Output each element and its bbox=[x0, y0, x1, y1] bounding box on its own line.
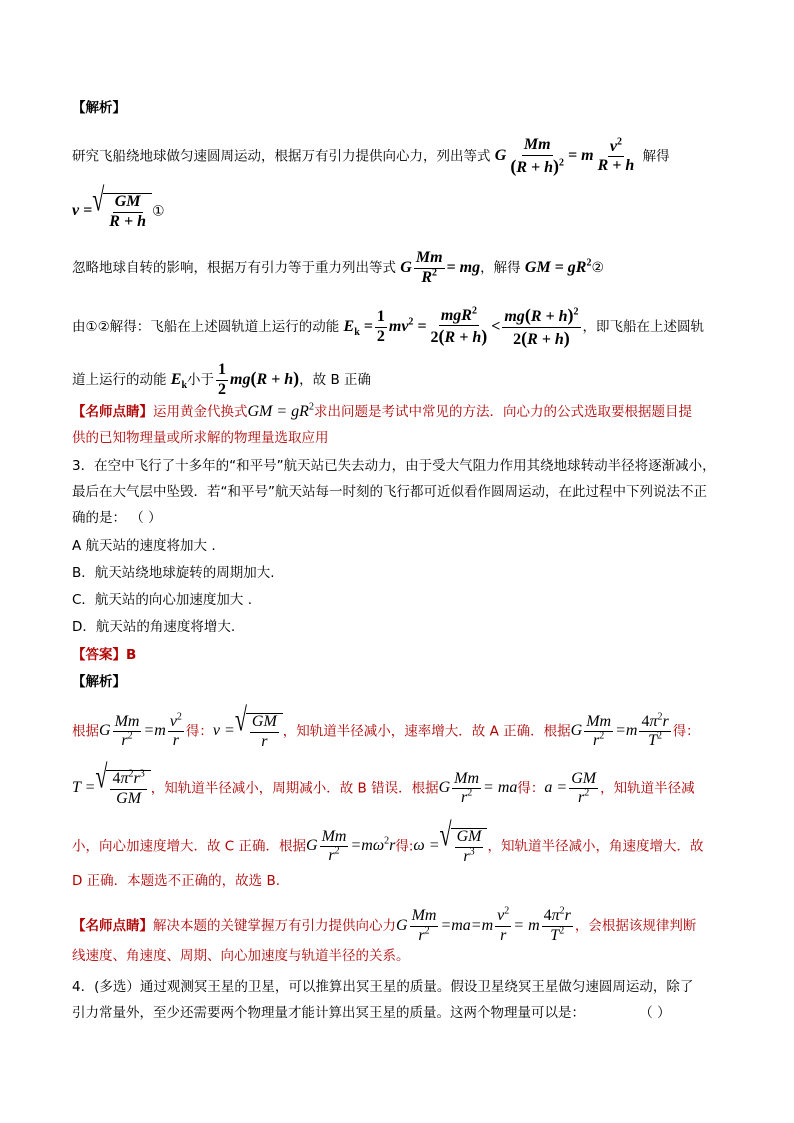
text: ，即飞船在上述圆轨 bbox=[582, 318, 704, 335]
text: 忽略地球自转的影响，根据万有引力等于重力列出等式 bbox=[72, 259, 396, 276]
equation-gravity-centripetal: G $\frac{Mm}{(R + h)^2}$ = m $\frac{v^2}{R + h}$ bbox=[494, 136, 635, 176]
tip-label: 【名师点睛】 bbox=[72, 404, 153, 420]
text: 得： bbox=[185, 723, 213, 740]
text: 解决本题的关键掌握万有引力提供向心力 bbox=[153, 917, 396, 934]
text: 引力常量外，至少还需要两个物理量才能计算出冥王星的质量。这两个物理量可以是： bbox=[72, 1005, 585, 1021]
equation-gm: GM = $gR^2$ bbox=[524, 257, 592, 276]
q3-analysis-line-3 bbox=[72, 815, 754, 866]
text: 小，向心加速度增大．故 C 正确．根据 bbox=[72, 838, 307, 855]
analysis-header: 【解析】 bbox=[72, 100, 126, 116]
answer-label: 【答案】 bbox=[72, 647, 126, 663]
q3-tip-line-1 bbox=[72, 905, 754, 945]
analysis-line-3 bbox=[72, 250, 754, 287]
q3-stem-2: 最后在大气层中坠毁．若“和平号”航天站每一时刻的飞行都可近似看作圆周运动，在此过程中下列说法不正 bbox=[72, 484, 707, 500]
q4-stem-1: 4．(多选）通过观测冥王星的卫星，可以推算出冥王星的质量。假设卫星绕冥王星做匀速圆周运动，除了 bbox=[72, 979, 694, 995]
equation-acc: G $\frac{Mm}{r^2}$ = ma bbox=[438, 769, 518, 807]
q4-stem-2 bbox=[72, 1003, 754, 1023]
answer-blank: （ ） bbox=[639, 1005, 671, 1021]
text: 由①②解得：飞船在上述圆轨道上运行的动能 bbox=[72, 318, 340, 335]
q3-analysis-line-1 bbox=[72, 700, 754, 751]
analysis-line-5 bbox=[72, 362, 754, 399]
text: ，知轨道半径减小，角速度增大．故 bbox=[487, 838, 704, 855]
answer-value: B bbox=[126, 647, 137, 663]
q3-analysis-header: 【解析】 bbox=[72, 674, 126, 690]
text: ，解得 bbox=[480, 259, 521, 276]
text: 研究飞船绕地球做匀速圆周运动，根据万有引力提供向心力，列出等式 bbox=[72, 148, 491, 165]
marker-2: ② bbox=[591, 259, 605, 276]
q3-answer bbox=[72, 645, 754, 665]
text: 运用黄金代换式 bbox=[153, 404, 248, 420]
q3-tip-line-2: 线速度、角速度、周期、向心加速度与轨道半径的关系。 bbox=[72, 948, 410, 964]
q3-analysis-line-4: D 正确．本题选不正确的，故选 B. bbox=[72, 873, 281, 889]
text: 小于 bbox=[187, 371, 215, 388]
analysis-line-1 bbox=[72, 137, 754, 177]
equation-period: G $\frac{Mm}{r^2}$ =m $\frac{4\pi^2r}{T^2}$ bbox=[570, 711, 669, 750]
text: 得： bbox=[672, 723, 700, 740]
text: ，知轨道半径减 bbox=[600, 780, 695, 797]
q3-stem-3: 确的是： （ ） bbox=[72, 510, 162, 526]
equation-half-mg: $\frac{1}{2}$ mg(R + h) bbox=[218, 361, 300, 398]
text: 求出问题是考试中常见的方法．向心力的公式选取要根据题目提 bbox=[313, 404, 692, 420]
text: 根据 bbox=[72, 723, 99, 740]
marker-1: ① bbox=[151, 203, 165, 220]
equation-omega: G $\frac{Mm}{r^2}$ $=m\omega^2r$ bbox=[306, 827, 396, 865]
text: ，知轨道半径减小，周期减小．故 B 错误．根据 bbox=[150, 780, 439, 797]
equation-gravity-weight: G $\frac{Mm}{R^2}$ = mg bbox=[400, 249, 481, 286]
text: ，会根据该规律判断 bbox=[574, 917, 697, 934]
equation-t-result: T = √ $\frac{4\pi^2r^3}{GM}$ bbox=[72, 779, 151, 796]
analysis-line-2 bbox=[72, 180, 754, 231]
text: 得： bbox=[517, 780, 545, 797]
equation-golden: GM = $gR^2$ bbox=[247, 401, 314, 420]
q3-stem-1: 3．在空中飞行了十多年的“和平号”航天站已失去动力，由于受大气阻力作用其绕地球转动半径将逐渐减小， bbox=[72, 458, 716, 474]
equation-a-result: a = $\frac{GM}{r^2}$ bbox=[544, 769, 597, 807]
q3-analysis-line-2 bbox=[72, 757, 754, 808]
q3-option-d: D．航天站的角速度将增大. bbox=[72, 619, 236, 635]
tip-line-1 bbox=[72, 402, 754, 422]
q3-option-c: C．航天站的向心加速度加大 . bbox=[72, 592, 253, 608]
text: ，知轨道半径减小，速率增大．故 A 正确．根据 bbox=[282, 723, 571, 740]
equation-kinetic-energy: $E_k$ = $\frac{1}{2}$ $mv^2$ = $\frac{mgR^2}{2(R + h)}$ < $\frac{mg(R + h)^2}{2(R + h)}$ bbox=[343, 305, 579, 348]
equation-v: G $\frac{Mm}{r^2}$ =m $\frac{v^2}{r}$ bbox=[99, 711, 182, 750]
equation-all: G $\frac{Mm}{r^2}$ =ma=m $\frac{v^2}{r}$ = m $\frac{4\pi^2r}{T^2}$ bbox=[396, 905, 571, 944]
text: 得: bbox=[395, 838, 414, 855]
symbol-ek: $E_k$ bbox=[170, 370, 188, 392]
tip-line-2: 供的已知物理量或所求解的物理量选取应用 bbox=[72, 430, 329, 446]
tip-label: 【名师点睛】 bbox=[72, 917, 153, 934]
text: 道上运行的动能 bbox=[72, 371, 167, 388]
equation-omega-result: ω = √ $\frac{GM}{r^3}$ bbox=[413, 837, 487, 854]
analysis-line-4 bbox=[72, 306, 754, 349]
q3-option-a: A 航天站的速度将加大 . bbox=[72, 538, 216, 554]
equation-velocity: v = √ $\frac{GM}{R + h}$ bbox=[72, 202, 152, 219]
text: 解得 bbox=[642, 148, 670, 165]
text: ，故 B 正确 bbox=[299, 371, 372, 388]
q3-option-b: B．航天站绕地球旋转的周期加大. bbox=[72, 565, 275, 581]
equation-v-result: v = √ $\frac{GM}{r}$ bbox=[213, 722, 283, 739]
